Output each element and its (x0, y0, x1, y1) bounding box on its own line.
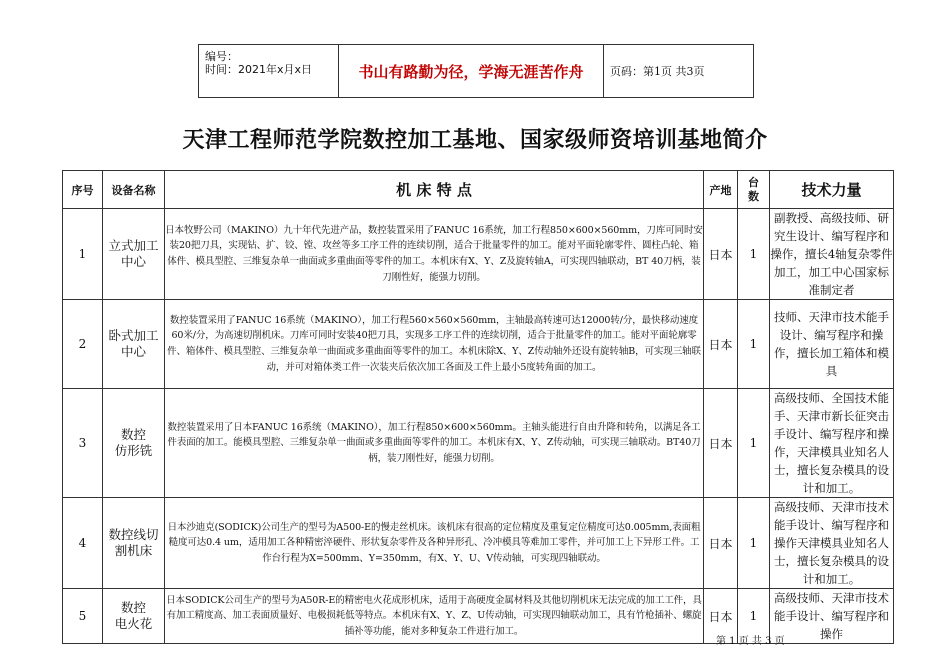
row-features: 数控装置采用了日本FANUC 16系统（MAKINO），加工行程850×600×560mm。主轴头能进行自由升降和转角，以满足各工件表面的加工。能模具型腔、三维复杂单一曲面或多重曲面等零件的加工。本机床有X、Y、Z传动轴，可实现三轴联动。BT40刀柄，装刀刚性好，能强力切削。 (165, 389, 704, 498)
row-count: 1 (738, 389, 770, 498)
col-header-no: 序号 (63, 171, 103, 209)
row-count: 1 (738, 209, 770, 300)
table-row (63, 498, 894, 589)
row-origin: 日本 (704, 300, 738, 389)
row-name-line: 电火花 (114, 616, 153, 631)
col-header-origin: 产地 (704, 171, 738, 209)
row-no: 3 (63, 389, 103, 498)
row-name-line: 数控 (120, 600, 146, 615)
row-origin: 日本 (704, 209, 738, 300)
row-origin: 日本 (704, 389, 738, 498)
row-name (103, 389, 165, 498)
row-name-line: 卧式加工 (108, 328, 159, 343)
row-no: 5 (63, 589, 103, 644)
col-header-tech: 技术力量 (770, 171, 894, 209)
table-row (63, 300, 894, 389)
table-row (63, 389, 894, 498)
row-origin: 日本 (704, 589, 738, 644)
col-header-count-text: 台数 (748, 175, 759, 203)
row-name-line: 仿形铣 (114, 443, 153, 458)
row-origin: 日本 (704, 498, 738, 589)
equipment-table (62, 170, 894, 644)
row-name-line: 中心 (120, 344, 146, 359)
col-header-name: 设备名称 (103, 171, 165, 209)
row-name-line: 数控线切 (108, 527, 159, 542)
table-row (63, 209, 894, 300)
row-count: 1 (738, 589, 770, 644)
table-header-row (63, 171, 894, 209)
row-features: 数控装置采用了FANUC 16系统（MAKINO），加工行程560×560×560mm，主轴最高转速可达12000转/分，最快移动速度60米/分，为高速切削机床。刀库可同时安装40把刀具，实现多工序工件的连续切削，适合于批量零件的加工。能对平面轮廓零件、箱体件、模具型腔、三维复杂单一曲面或多重曲面等零件的加工。本机床除X、Y、Z传动轴外还设有旋转轴B，可实现三轴联动，并可对箱体类工件一次装夹后依次加工各面及工件上最小5度转角面的加工。 (165, 300, 704, 389)
page-footer: 第 1 页 共 3 页 (716, 636, 785, 647)
row-tech: 技师、天津市技术能手设计、编写程序和操作，擅长加工箱体和模具 (770, 300, 894, 389)
row-features: 日本沙迪克(SODICK)公司生产的型号为A500-E的慢走丝机床。该机床有很高的定位精度及重复定位精度可达0.005mm,表面粗糙度可达0.4 um，适用加工各种精密淬硬件、形状复杂零件及各种异形孔、冷冲模具等难加工零件，并可加工上下异形工件。工作台行程为X=500mm、Y=350mm，有X、Y、U、V传动轴，可实现四轴联动。 (165, 498, 704, 589)
document-header (198, 44, 754, 98)
col-header-features: 机 床 特 点 (165, 171, 704, 209)
row-tech: 高级技师、全国技术能手、天津市新长征突击手设计、编写程序和操作，天津模具业知名人士，擅长复杂模具的设计和加工。 (770, 389, 894, 498)
row-name (103, 589, 165, 644)
row-tech: 高级技师、天津市技术能手设计、编写程序和操作天津模具业知名人士，擅长复杂模具的设计和加工。 (770, 498, 894, 589)
header-time-label: 时间：2021年x月x日 (205, 63, 313, 76)
row-features: 日本SODICK公司生产的型号为A50R-E的精密电火花成形机床，适用于高硬度金属材料及其他切削机床无法完成的加工工件，具有加工精度高、加工表面质量好、电极损耗低等特点。本机床有X、Y、Z、U传动轴，可实现四轴联动加工，具有竹枪插补、螺旋插补等功能，能对多种复杂工件进行加工。 (165, 589, 704, 644)
row-features: 日本牧野公司（MAKINO）九十年代先进产品，数控装置采用了FANUC 16系统，加工行程850×600×560mm，刀库可同时安装20把刀具，实现钻、扩、铰、镗、攻丝等多工序工件的连续切削，适合于批量零件的加工。能对平面轮廓零件、圆柱凸轮、箱体件、模具型腔、三维复杂单一曲面或多重曲面等零件的加工。本机床有X、Y、Z及旋转轴A，可实现四轴联动，BT 40刀柄，装刀刚性好，能强力切削。 (165, 209, 704, 300)
row-no: 1 (63, 209, 103, 300)
row-name (103, 498, 165, 589)
row-tech: 高级技师、天津市技术能手设计、编写程序和操作 (770, 589, 894, 644)
header-slogan: 书山有路勤为径，学海无涯苦作舟 (339, 45, 604, 97)
page-title: 天津工程师范学院数控加工基地、国家级师资培训基地简介 (182, 127, 768, 153)
header-number-label: 编号： (205, 50, 238, 63)
row-no: 4 (63, 498, 103, 589)
col-header-count (738, 171, 770, 209)
row-name-line: 割机床 (114, 543, 153, 558)
row-count: 1 (738, 300, 770, 389)
row-tech: 副教授、高级技师、研究生设计、编写程序和操作，擅长4轴复杂零件加工，加工中心国家标准制定者 (770, 209, 894, 300)
row-name-line: 中心 (120, 254, 146, 269)
row-name-line: 立式加工 (108, 238, 159, 253)
row-name (103, 209, 165, 300)
header-page-info: 页码：第1页 共3页 (610, 65, 705, 78)
row-count: 1 (738, 498, 770, 589)
row-name-line: 数控 (120, 427, 146, 442)
row-no: 2 (63, 300, 103, 389)
row-name (103, 300, 165, 389)
header-meta (199, 45, 339, 97)
